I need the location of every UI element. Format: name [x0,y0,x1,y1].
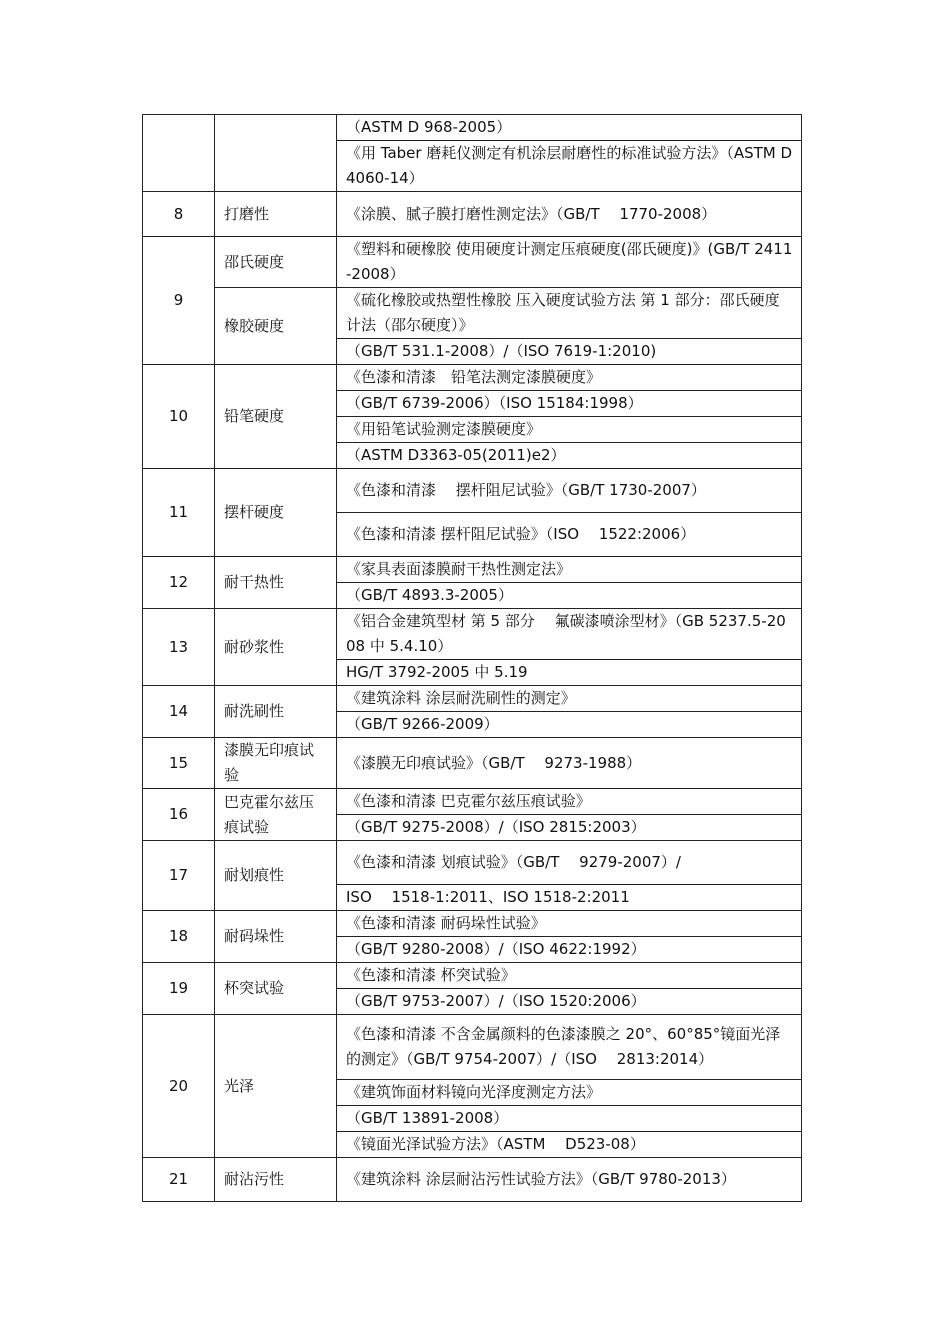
standard-cell: 《镜面光泽试验方法》（ASTM D523-08） [337,1132,802,1158]
table-row [143,1015,802,1080]
test-item-cell: 耐洗刷性 [215,686,337,738]
standard-cell: 《色漆和清漆 摆杆阻尼试验》（ISO 1522:2006） [337,513,802,557]
item-number-cell: 10 [143,365,215,469]
standard-cell: （GB/T 4893.3-2005） [337,583,802,609]
table-row [143,738,802,789]
standard-cell: 《建筑涂料 涂层耐沾污性试验方法》（GB/T 9780-2013） [337,1158,802,1202]
item-number-cell: 12 [143,557,215,609]
test-item-cell: 耐码垛性 [215,911,337,963]
test-item-cell: 耐干热性 [215,557,337,609]
standard-cell: 《色漆和清漆 划痕试验》（GB/T 9279-2007）/ [337,841,802,885]
item-number-cell: 16 [143,789,215,841]
item-number-cell: 21 [143,1158,215,1202]
item-number-cell: 14 [143,686,215,738]
table-row [143,686,802,712]
standard-cell: 《色漆和清漆 不含金属颜料的色漆漆膜之 20°、60°85°镜面光泽的测定》（GB/T 9754-2007）/（ISO 2813:2014） [337,1015,802,1080]
test-item-cell [215,115,337,192]
standard-cell: （ASTM D3363-05(2011)e2） [337,443,802,469]
table-row [143,1158,802,1202]
standard-cell: HG/T 3792-2005 中 5.19 [337,660,802,686]
item-number-cell: 18 [143,911,215,963]
table-row [143,963,802,989]
table-row [143,365,802,391]
standard-cell: 《家具表面漆膜耐干热性测定法》 [337,557,802,583]
standard-cell: 《用铅笔试验测定漆膜硬度》 [337,417,802,443]
item-number-cell: 8 [143,192,215,237]
test-item-cell: 摆杆硬度 [215,469,337,557]
standard-cell: （GB/T 531.1-2008）/（ISO 7619-1:2010) [337,339,802,365]
standard-cell: 《塑料和硬橡胶 使用硬度计测定压痕硬度(邵氏硬度)》(GB/T 2411-2008） [337,237,802,288]
standards-table [142,114,802,1202]
item-number-cell: 9 [143,237,215,365]
item-number-cell: 15 [143,738,215,789]
test-item-cell: 打磨性 [215,192,337,237]
item-number-cell: 13 [143,609,215,686]
standard-cell: （GB/T 6739-2006）（ISO 15184:1998） [337,391,802,417]
item-number-cell: 20 [143,1015,215,1158]
standard-cell: 《涂膜、腻子膜打磨性测定法》（GB/T 1770-2008） [337,192,802,237]
test-item-cell: 杯突试验 [215,963,337,1015]
test-item-cell: 耐划痕性 [215,841,337,911]
table-row [143,288,802,339]
standard-cell: （GB/T 9753-2007）/（ISO 1520:2006） [337,989,802,1015]
standard-cell: 《用 Taber 磨耗仪测定有机涂层耐磨性的标准试验方法》（ASTM D 4060-14） [337,141,802,192]
test-item-cell: 巴克霍尔兹压痕试验 [215,789,337,841]
standard-cell: （GB/T 13891-2008） [337,1106,802,1132]
standard-cell: 《建筑饰面材料镜向光泽度测定方法》 [337,1080,802,1106]
standard-cell: ISO 1518-1:2011、ISO 1518-2:2011 [337,885,802,911]
table-body [143,115,802,1202]
test-item-cell: 铅笔硬度 [215,365,337,469]
test-item-cell: 橡胶硬度 [215,288,337,365]
standard-cell: 《色漆和清漆 耐码垛性试验》 [337,911,802,937]
table-row [143,115,802,141]
table-row [143,192,802,237]
test-item-cell: 耐砂浆性 [215,609,337,686]
standard-cell: 《硫化橡胶或热塑性橡胶 压入硬度试验方法 第 1 部分：邵氏硬度计法（邵尔硬度）》 [337,288,802,339]
standard-cell: （GB/T 9280-2008）/（ISO 4622:1992） [337,937,802,963]
table-row [143,911,802,937]
standard-cell: 《漆膜无印痕试验》（GB/T 9273-1988） [337,738,802,789]
test-item-cell: 漆膜无印痕试验 [215,738,337,789]
table-row [143,789,802,815]
standard-cell: （ASTM D 968-2005） [337,115,802,141]
standard-cell: 《铝合金建筑型材 第 5 部分 氟碳漆喷涂型材》（GB 5237.5-2008 中 5.4.10） [337,609,802,660]
item-number-cell: 19 [143,963,215,1015]
test-item-cell: 耐沾污性 [215,1158,337,1202]
test-item-cell: 光泽 [215,1015,337,1158]
item-number-cell: 11 [143,469,215,557]
table-row [143,469,802,513]
table-row [143,557,802,583]
standard-cell: 《色漆和清漆 摆杆阻尼试验》（GB/T 1730-2007） [337,469,802,513]
standard-cell: 《色漆和清漆 巴克霍尔兹压痕试验》 [337,789,802,815]
test-item-cell: 邵氏硬度 [215,237,337,288]
item-number-cell: 17 [143,841,215,911]
standard-cell: 《建筑涂料 涂层耐洗刷性的测定》 [337,686,802,712]
standard-cell: （GB/T 9266-2009） [337,712,802,738]
table-row [143,841,802,885]
table-row [143,237,802,288]
standard-cell: 《色漆和清漆 杯突试验》 [337,963,802,989]
table-row [143,609,802,660]
item-number-cell [143,115,215,192]
standard-cell: （GB/T 9275-2008）/（ISO 2815:2003） [337,815,802,841]
standard-cell: 《色漆和清漆 铅笔法测定漆膜硬度》 [337,365,802,391]
